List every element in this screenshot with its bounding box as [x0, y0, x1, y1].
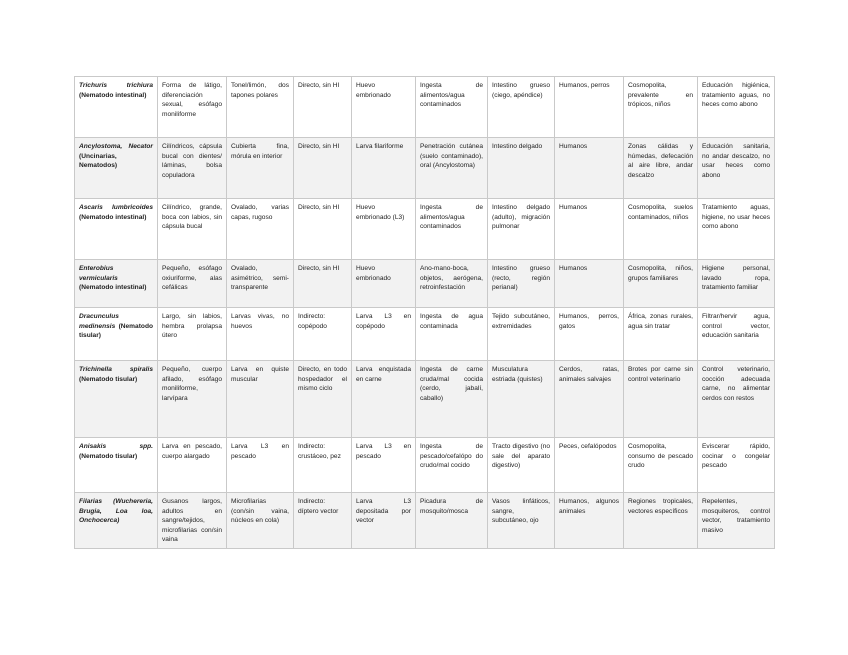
table-cell: Intestino grueso (ciego, apéndice): [488, 77, 555, 138]
table-cell: Intestino delgado: [488, 138, 555, 199]
table-cell: Pequeño, esófago oxiuriforme, alas cefálicas: [158, 260, 227, 308]
table-cell: Intestino delgado (adulto), migración pulmonar: [488, 199, 555, 260]
table-cell: Brotes por carne sin control veterinario: [624, 361, 698, 438]
table-cell: Humanos, algunos animales: [555, 493, 624, 549]
table-cell: Larva L3 depositada por vector: [352, 493, 416, 549]
table-cell: Tracto digestivo (no sale del aparato digestivo): [488, 438, 555, 493]
table-cell: Penetración cutánea (suelo contaminado), oral (Ancylostoma): [416, 138, 488, 199]
table-cell: Humanos: [555, 199, 624, 260]
parasite-group: (Nematodo intestinal): [79, 91, 147, 99]
parasite-table: [74, 76, 775, 549]
table-cell: Forma de látigo, diferenciación sexual, esófago moniliforme: [158, 77, 227, 138]
table-cell: Larva L3 en pescado: [352, 438, 416, 493]
table-cell: Larva L3 en copépodo: [352, 308, 416, 361]
parasite-name-cell: [75, 308, 158, 361]
table-row: [75, 77, 775, 138]
table-cell: Larvas vivas, no huevos: [227, 308, 294, 361]
table-cell: Picadura de mosquito/mosca: [416, 493, 488, 549]
table-row: [75, 260, 775, 308]
table-cell: Cubierta fina, mórula en interior: [227, 138, 294, 199]
table-cell: Vasos linfáticos, sangre, subcutáneo, ojo: [488, 493, 555, 549]
parasite-name-cell: [75, 138, 158, 199]
table-cell: Larva L3 en pescado: [227, 438, 294, 493]
table-cell: Huevo embrionado (L3): [352, 199, 416, 260]
table-cell: Intestino grueso (recto, región perianal): [488, 260, 555, 308]
parasite-group: (Nematodo tisular): [79, 375, 138, 383]
table-cell: Tonel/limón, dos tapones polares: [227, 77, 294, 138]
table-cell: Regiones tropicales, vectores específicos: [624, 493, 698, 549]
table-cell: Educación higiénica, tratamiento aguas, no heces como abono: [698, 77, 775, 138]
table-cell: Directo, en todo hospedador el mismo ciclo: [294, 361, 352, 438]
table-cell: Indirecto: crustáceo, pez: [294, 438, 352, 493]
table-cell: Cosmopolita, prevalente en trópicos, niños: [624, 77, 698, 138]
table-cell: Peces, cefalópodos: [555, 438, 624, 493]
table-cell: Pequeño, cuerpo afilado, esófago moniliforme, larvípara: [158, 361, 227, 438]
table-cell: Humanos: [555, 138, 624, 199]
table-cell: Cosmopolita, suelos contaminados, niños: [624, 199, 698, 260]
table-cell: Tratamiento aguas, higiene, no usar heces como abono: [698, 199, 775, 260]
table-cell: Ano-mano-boca, objetos, aerógena, retroinfestación: [416, 260, 488, 308]
table-cell: Larva enquistada en carne: [352, 361, 416, 438]
table-row: [75, 438, 775, 493]
table-row: [75, 308, 775, 361]
table-cell: Cosmopolita, consumo de pescado crudo: [624, 438, 698, 493]
table-cell: Repelentes, mosquiteros, control vector, tratamiento masivo: [698, 493, 775, 549]
table-cell: Musculatura estriada (quistes): [488, 361, 555, 438]
table-cell: Microfilarias (con/sin vaina, núcleos en cola): [227, 493, 294, 549]
scientific-name: Ascaris lumbricoides: [79, 204, 153, 211]
table-cell: Humanos: [555, 260, 624, 308]
scientific-name: Anisakis spp.: [79, 443, 153, 450]
table-cell: Directo, sin HI: [294, 77, 352, 138]
parasite-name-cell: [75, 438, 158, 493]
table-cell: Larva en quiste muscular: [227, 361, 294, 438]
table-cell: Cilíndricos, cápsula bucal con dientes/ láminas, bolsa copuladora: [158, 138, 227, 199]
scientific-name: Dracunculus medinensis: [79, 313, 119, 330]
table-cell: Gusanos largos, adultos en sangre/tejidos, microfilarias con/sin vaina: [158, 493, 227, 549]
table-cell: Eviscerar rápido, cocinar o congelar pescado: [698, 438, 775, 493]
parasite-name-cell: [75, 199, 158, 260]
table-row: [75, 199, 775, 260]
table-cell: Ingesta de carne cruda/mal cocida (cerdo, jabalí, caballo): [416, 361, 488, 438]
scientific-name: Trichinella spiralis: [79, 366, 153, 373]
scientific-name: Filarias (Wuchereria, Brugia, Loa loa, Onchocerca): [79, 498, 153, 525]
table-cell: Cosmopolita, niños, grupos familiares: [624, 260, 698, 308]
table-cell: Humanos, perros, gatos: [555, 308, 624, 361]
table-cell: Directo, sin HI: [294, 260, 352, 308]
table-cell: Indirecto: díptero vector: [294, 493, 352, 549]
table-row: [75, 138, 775, 199]
table-cell: Larva filariforme: [352, 138, 416, 199]
table-cell: Zonas cálidas y húmedas, defecación al aire libre, andar descalzo: [624, 138, 698, 199]
table-cell: Educación sanitaria, no andar descalzo, no usar heces como abono: [698, 138, 775, 199]
table-cell: Tejido subcutáneo, extremidades: [488, 308, 555, 361]
table-row: [75, 493, 775, 549]
parasite-group: (Nematodo intestinal): [79, 284, 147, 292]
parasite-name-cell: [75, 77, 158, 138]
parasite-name-cell: [75, 260, 158, 308]
scientific-name: Enterobius vermicularis: [79, 265, 118, 282]
parasite-group: (Nematodo tisular): [79, 322, 153, 340]
table-cell: Huevo embrionado: [352, 260, 416, 308]
table-cell: Directo, sin HI: [294, 199, 352, 260]
scientific-name: Trichuris trichiura: [79, 82, 153, 89]
parasite-name-cell: [75, 493, 158, 549]
table-cell: Ingesta de alimentos/agua contaminados: [416, 77, 488, 138]
table-cell: Directo, sin HI: [294, 138, 352, 199]
table-cell: Cerdos, ratas, animales salvajes: [555, 361, 624, 438]
parasite-group: (Nematodo tisular): [79, 452, 138, 460]
table-cell: Ingesta de agua contaminada: [416, 308, 488, 361]
table-cell: Cilíndrico, grande, boca con labios, sin cápsula bucal: [158, 199, 227, 260]
table-cell: Huevo embrionado: [352, 77, 416, 138]
table-cell: Largo, sin labios, hembra prolapsa útero: [158, 308, 227, 361]
table-cell: Ovalado, asimétrico, semi-transparente: [227, 260, 294, 308]
table-cell: Ingesta de pescado/cefalópo do crudo/mal cocido: [416, 438, 488, 493]
table-cell: Higiene personal, lavado ropa, tratamiento familiar: [698, 260, 775, 308]
table-cell: Ovalado, varias capas, rugoso: [227, 199, 294, 260]
table-row: [75, 361, 775, 438]
table-cell: Larva en pescado, cuerpo alargado: [158, 438, 227, 493]
table-cell: Indirecto: copépodo: [294, 308, 352, 361]
parasite-group: (Nematodo intestinal): [79, 213, 147, 221]
table-cell: Humanos, perros: [555, 77, 624, 138]
table-cell: Control veterinario, cocción adecuada carne, no alimentar cerdos con restos: [698, 361, 775, 438]
scientific-name: Ancylostoma, Necator: [79, 143, 153, 150]
parasite-group: (Uncinarias, Nematodos): [79, 152, 118, 170]
parasite-name-cell: [75, 361, 158, 438]
table-cell: África, zonas rurales, agua sin tratar: [624, 308, 698, 361]
table-cell: Ingesta de alimentos/agua contaminados: [416, 199, 488, 260]
table-cell: Filtrar/hervir agua, control vector, educación sanitaria: [698, 308, 775, 361]
